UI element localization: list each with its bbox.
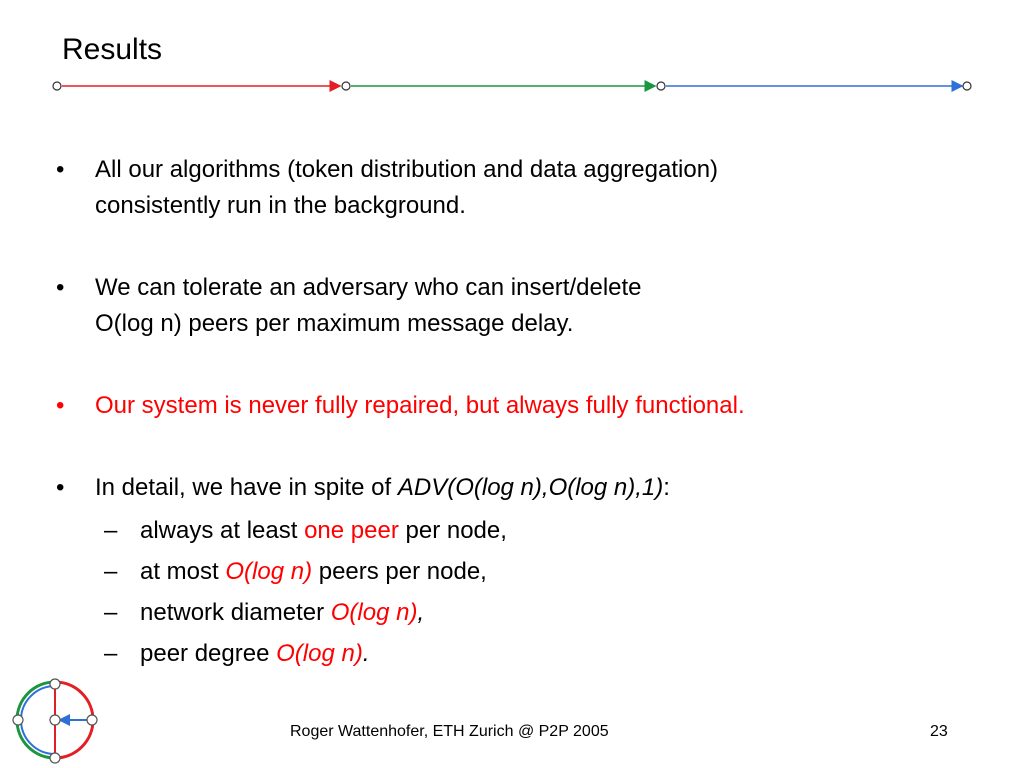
bullet-list [56, 152, 956, 674]
header-node [963, 82, 971, 90]
sub-highlight: O(log n) [276, 640, 363, 667]
bullet-text-line: O(log n) peers per maximum message delay. [95, 310, 574, 337]
slide-title: Results [62, 33, 163, 66]
sub-text: peers per node, [312, 558, 487, 585]
bullet-item [56, 470, 956, 506]
page-number: 23 [930, 723, 948, 740]
ring-network-logo [10, 676, 100, 766]
bullet-text-line: All our algorithms (token distribution and data aggregation) [95, 156, 719, 183]
bullet-marker: • [56, 274, 65, 301]
header-node [342, 82, 350, 90]
bullet-text-line: consistently run in the background. [95, 192, 466, 219]
sub-text: per node, [398, 517, 507, 544]
sub-text: , [417, 599, 425, 626]
sub-text: . [362, 640, 370, 667]
adversary-model: ADV(O(log n),O(log n),1) [397, 474, 664, 501]
bullet-text-suffix: : [663, 474, 670, 501]
sub-item [56, 551, 956, 592]
sub-item [56, 510, 956, 551]
sub-marker: – [104, 640, 118, 667]
sub-marker: – [104, 599, 118, 626]
sub-marker: – [104, 517, 118, 544]
sub-highlight: O(log n) [225, 558, 313, 585]
header-node [657, 82, 665, 90]
sub-text: peer degree [140, 640, 277, 667]
sub-item [56, 633, 956, 674]
sub-item [56, 592, 956, 633]
bullet-text-line: We can tolerate an adversary who can insert/delete [95, 274, 642, 301]
header-rule-graphic [0, 0, 1024, 100]
sub-marker: – [104, 558, 118, 585]
bullet-marker: • [56, 392, 65, 419]
bullet-text-line [95, 470, 956, 506]
bullet-item [56, 270, 956, 342]
sub-highlight: one peer [304, 517, 399, 544]
sub-text: always at least [140, 517, 305, 544]
sub-highlight: O(log n) [330, 599, 418, 626]
footer-text: Roger Wattenhofer, ETH Zurich @ P2P 2005 [290, 723, 609, 740]
sub-text: network diameter [140, 599, 331, 626]
bullet-text-line: Our system is never fully repaired, but always fully functional. [95, 392, 745, 419]
bullet-text-prefix: In detail, we have in spite of [95, 474, 398, 501]
bullet-marker: • [56, 156, 65, 183]
bullet-marker: • [56, 474, 65, 501]
bullet-item [56, 152, 956, 224]
sub-text: at most [140, 558, 226, 585]
bullet-item-highlighted [56, 388, 956, 424]
header-node [53, 82, 61, 90]
